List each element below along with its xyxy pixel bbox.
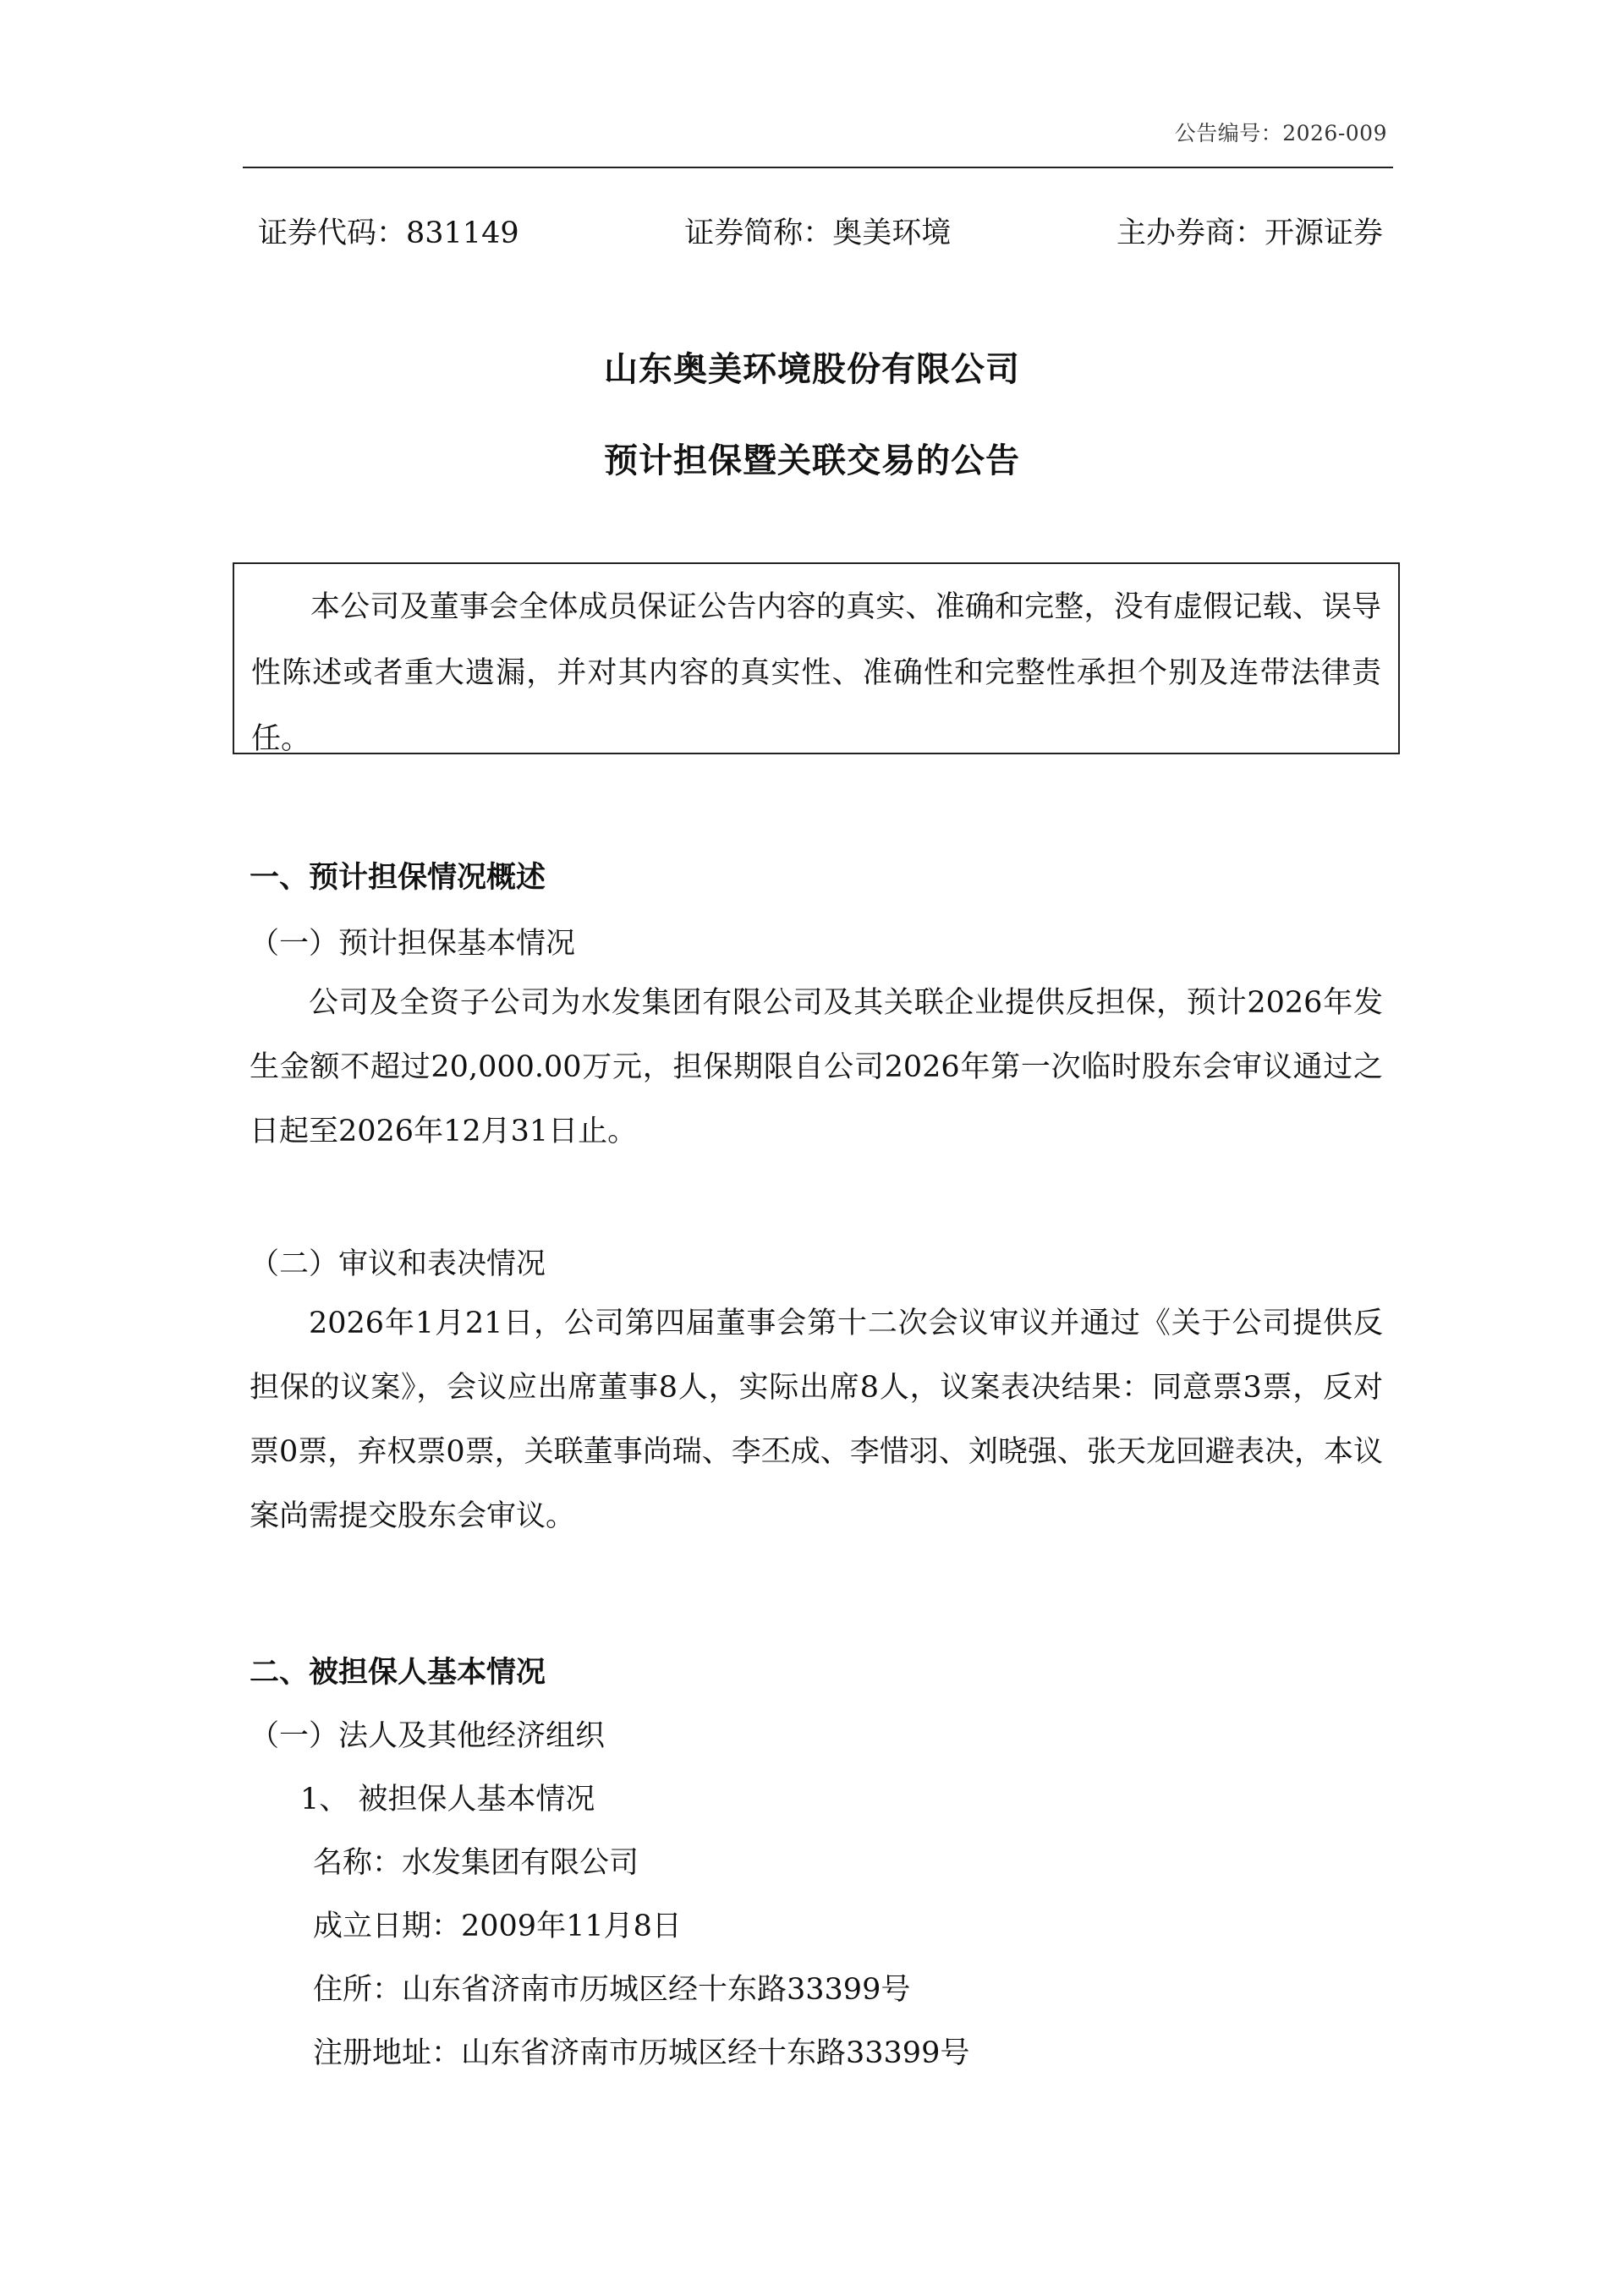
section-1-sub-1-text: 公司及全资子公司为水发集团有限公司及其关联企业提供反担保，预计2026年发生金额不超过20,000.00万元，担保期限自公司2026年第一次临时股东会审议通过之日起至2026年12月31日止。 (250, 986, 1383, 1148)
section-2-heading: 二、被担保人基本情况 (250, 1656, 546, 1690)
securities-info-line (258, 207, 1383, 255)
establishment-date: 成立日期：2009年11月8日 (313, 1910, 682, 1943)
section-1-sub-2-text: 2026年1月21日，公司第四届董事会第十二次会议审议并通过《关于公司提供反担保的议案》，会议应出席董事8人，实际出席8人，议案表决结果：同意票3票，反对票0票，弃权票0票，关联董事尚瑞、李丕成、李惜羽、刘晓强、张天龙回避表决，本议案尚需提交股东会审议。 (250, 1307, 1383, 1533)
sponsor-broker: 主办券商：开源证券 (1116, 216, 1383, 250)
announcement-title: 预计担保暨关联交易的公告 (604, 441, 1020, 480)
securities-short-name: 证券简称：奥美环境 (684, 216, 952, 250)
announcement-number: 公告编号：2026-009 (1174, 121, 1387, 145)
company-title: 山东奥美环境股份有限公司 (604, 350, 1020, 389)
section-1-sub-1-heading: （一）预计担保基本情况 (250, 927, 576, 961)
disclaimer-box: 本公司及董事会全体成员保证公告内容的真实、准确和完整，没有虚假记载、误导性陈述或者重大遗漏，并对其内容的真实性、准确性和完整性承担个别及连带法律责任。 (233, 562, 1400, 754)
section-1-sub-2-heading: （二）审议和表决情况 (250, 1247, 546, 1281)
header-divider (243, 167, 1393, 168)
guaranteed-party-item-heading: 1、 被担保人基本情况 (300, 1783, 595, 1817)
guaranteed-party-name: 名称：水发集团有限公司 (313, 1846, 639, 1880)
domicile-address: 住所：山东省济南市历城区经十东路33399号 (313, 1973, 911, 2007)
section-1-heading: 一、预计担保情况概述 (250, 861, 546, 895)
securities-code: 证券代码：831149 (258, 216, 519, 250)
section-2-sub-1-heading: （一）法人及其他经济组织 (250, 1719, 606, 1753)
registered-address: 注册地址：山东省济南市历城区经十东路33399号 (313, 2036, 970, 2070)
